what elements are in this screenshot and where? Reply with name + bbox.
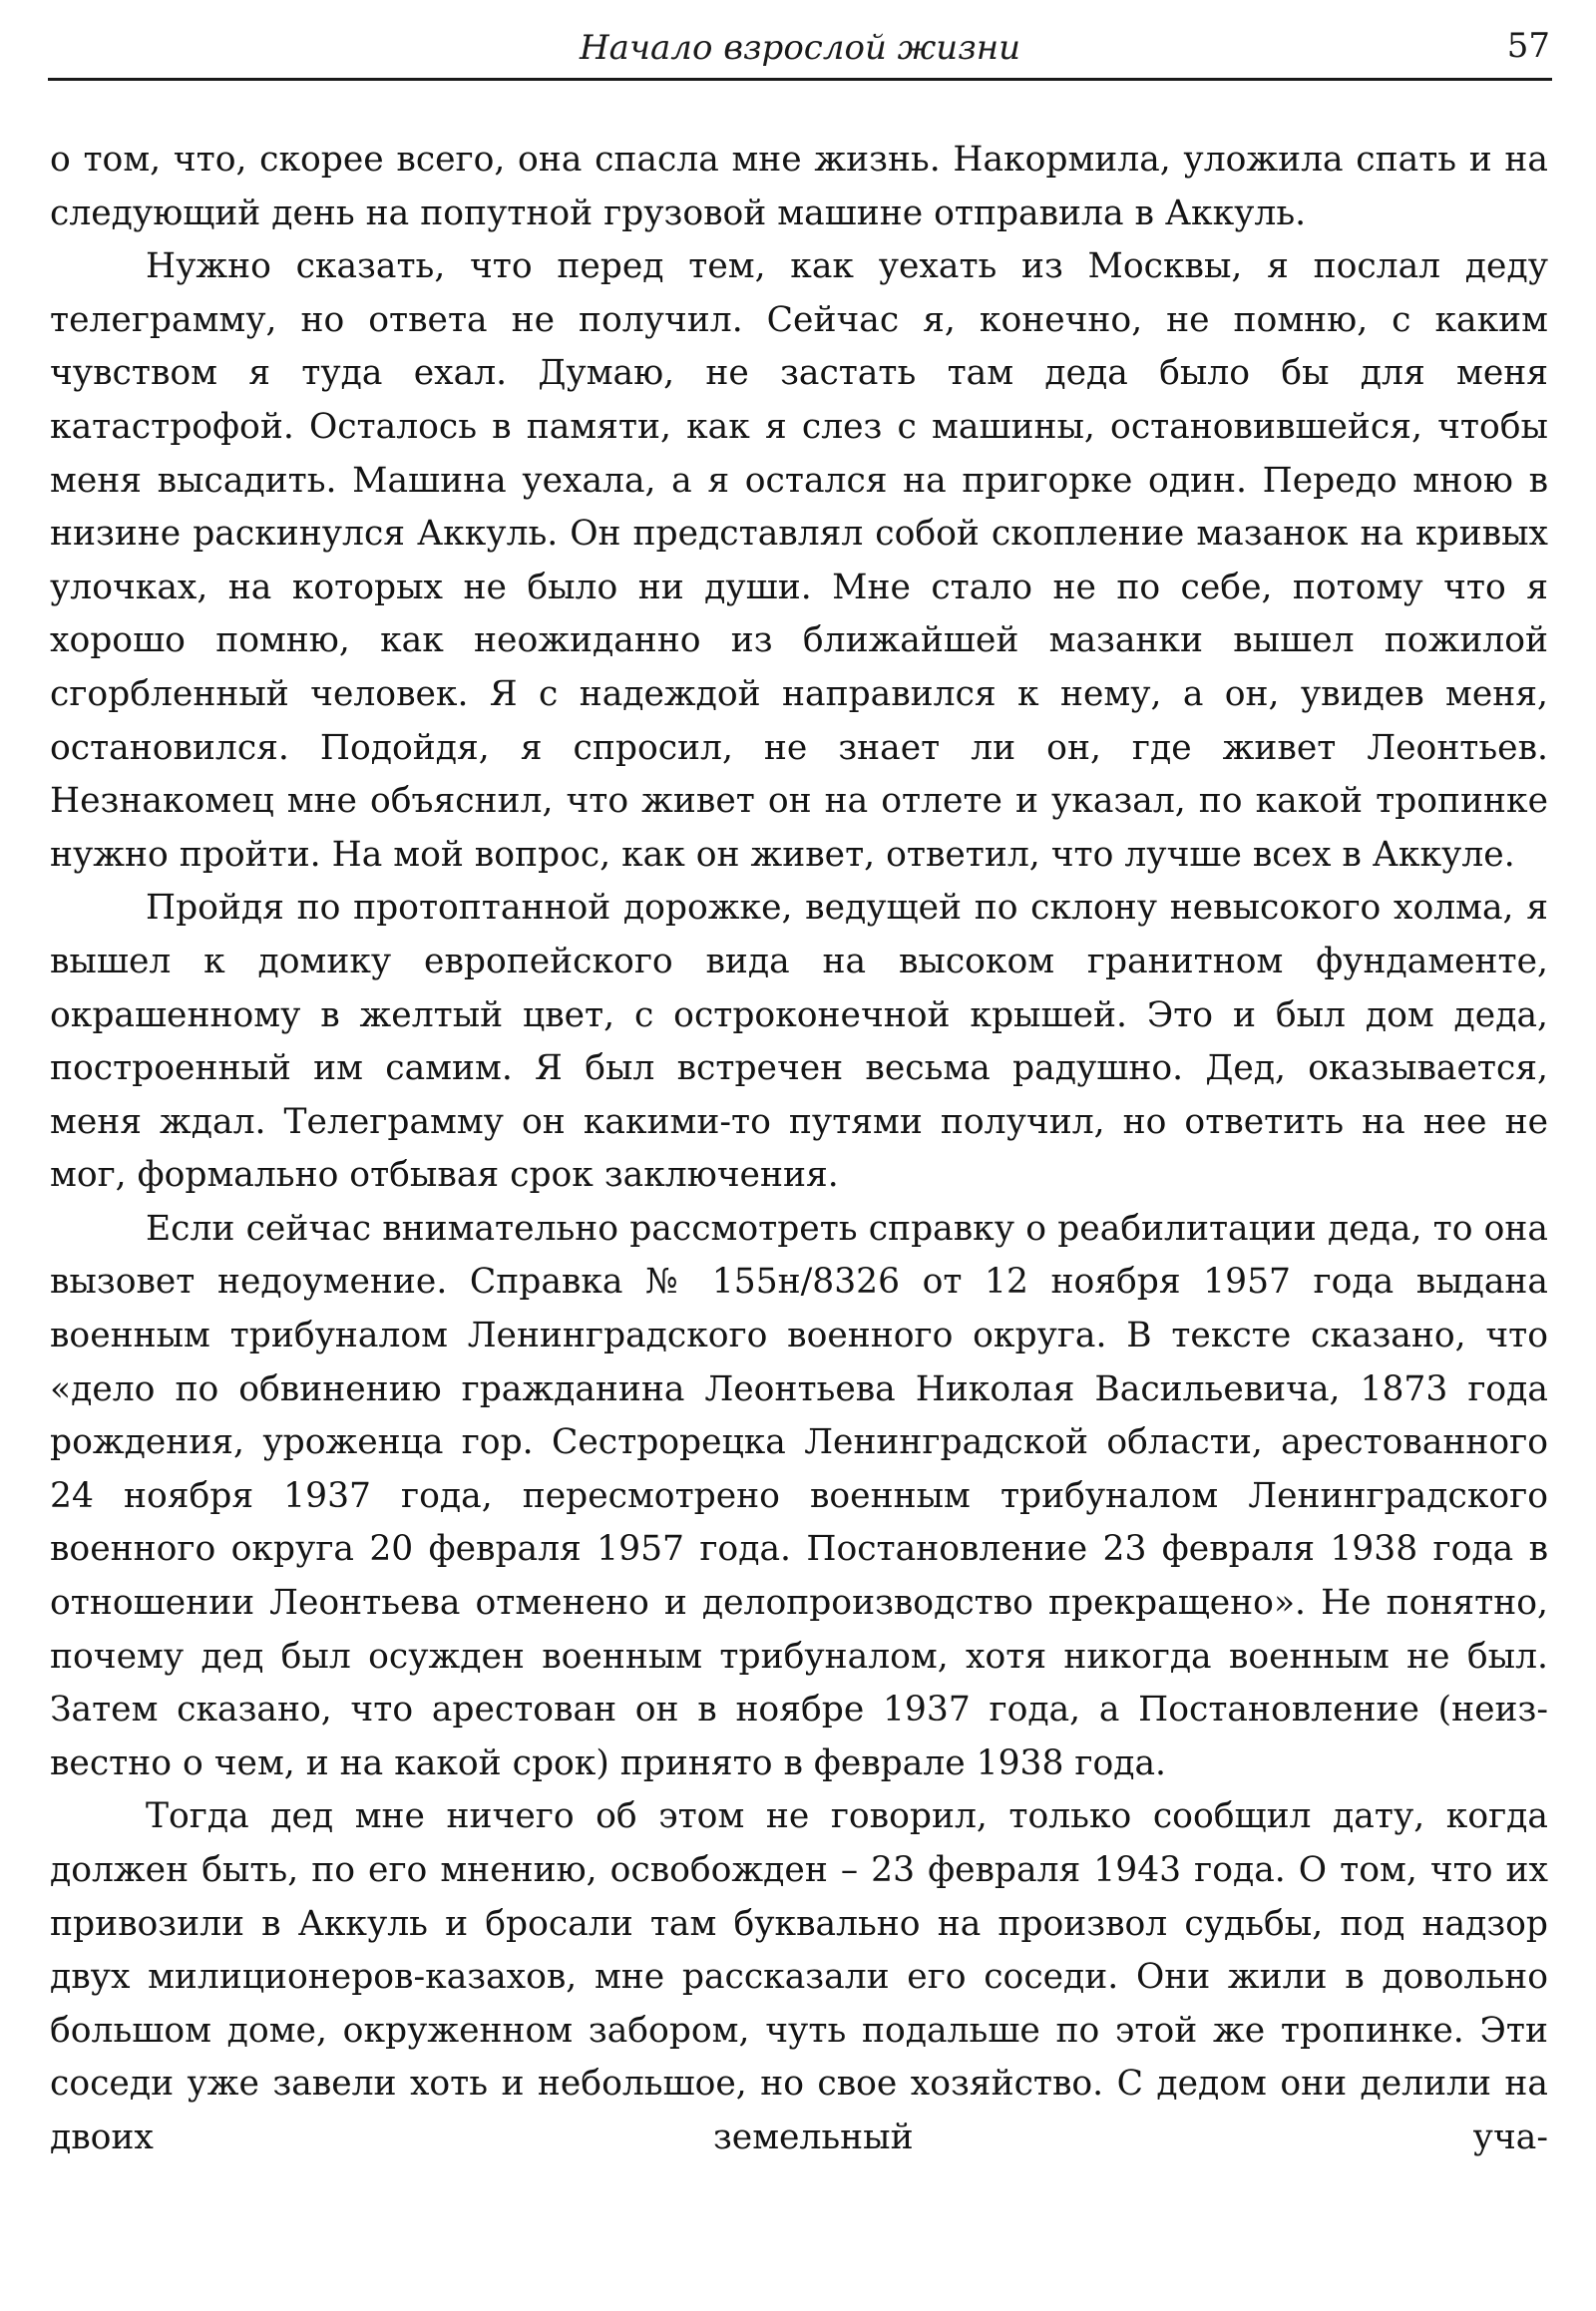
page-number: 57 [1506, 26, 1550, 66]
paragraph-2: Нужно сказать, что перед тем, как уехать из Москвы, я послал деду телеграмму, но ответа не получил. Сейчас я, конечно, не помню, с каким чувством я туда ехал. Думаю, не застать там деда было бы для меня катастрофой. Осталось в памяти, как я слез с машины, остановившейся, чтобы меня высадить. Машина уехала, а я остался на пригорке один. Передо мною в низине раскинулся Аккуль. Он представлял собой скопление мазанок на кривых улочках, на которых не было ни души. Мне стало не по себе, потому что я хорошо помню, как неожиданно из ближайшей мазанки вышел пожилой сгорбленный человек. Я с надеждой направился к нему, а он, увидев меня, остановился. Подойдя, я спросил, не знает ли он, где живет Леонтьев. Незнакомец мне объяснил, что живет он на отлете и указал, по какой тропинке нужно пройти. На мой вопрос, как он живет, ответил, что лучше всех в Аккуле. [50, 246, 1548, 875]
paragraph-3: Пройдя по протоптанной дорожке, ведущей по склону невысокого холма, я вышел к домику европейского вида на высоком гранитном фундаменте, окрашенному в желтый цвет, с остроконечной крышей. Это и был дом деда, построенный им самим. Я был встречен весьма радушно. Дед, оказывается, меня ждал. Телеграмму он какими-то путями получил, но ответить на нее не мог, формально отбывая срок заключения. [50, 888, 1548, 1196]
running-header [48, 18, 1552, 81]
paragraph-5: Тогда дед мне ничего об этом не говорил, только сообщил дату, когда должен быть, по его мнению, освобожден – 23 февраля 1943 года. О том, что их привозили в Аккуль и бросали там буквально на произвол судьбы, под надзор двух милиционеров-казахов, мне рассказали его соседи. Они жили в довольно большом доме, окруженном забором, чуть подальше по этой же тропинке. Эти соседи уже завели хоть и небольшое, но свое хозяйство. С дедом они делили на двоих земельный уча- [50, 1796, 1548, 2157]
chapter-title: Начало взрослой жизни [579, 28, 1021, 68]
paragraph-1: о том, что, скорее всего, она спасла мне жизнь. Накормила, уложила спать и на следующий день на попутной грузовой машине отправила в Аккуль. [50, 140, 1548, 233]
body-text [50, 134, 1548, 2288]
paragraph-4: Если сейчас внимательно рассмотреть справку о реабилитации деда, то она вызовет недоумение. Справка № 155н/8326 от 12 ноября 1957 года выдана военным трибуналом Ленинградского военного округа. В тексте сказано, что «дело по обвинению гражданина Леонтьева Николая Васильевича, 1873 года рождения, уроженца гор. Сестрорецка Ленинградской области, арестованного 24 ноября 1937 года, пересмотрено военным трибуналом Ленинградского военного округа 20 февраля 1957 года. Постановление 23 февраля 1938 года в отношении Леонтьева отменено и делопроизводство прекращено». Не понятно, почему дед был осужден военным трибуналом, хотя никогда военным не был. Затем сказано, что арестован он в ноябре 1937 года, а Постановление (неизвестно о чем, и на какой срок) принято в феврале 1938 года. [50, 1208, 1548, 1783]
